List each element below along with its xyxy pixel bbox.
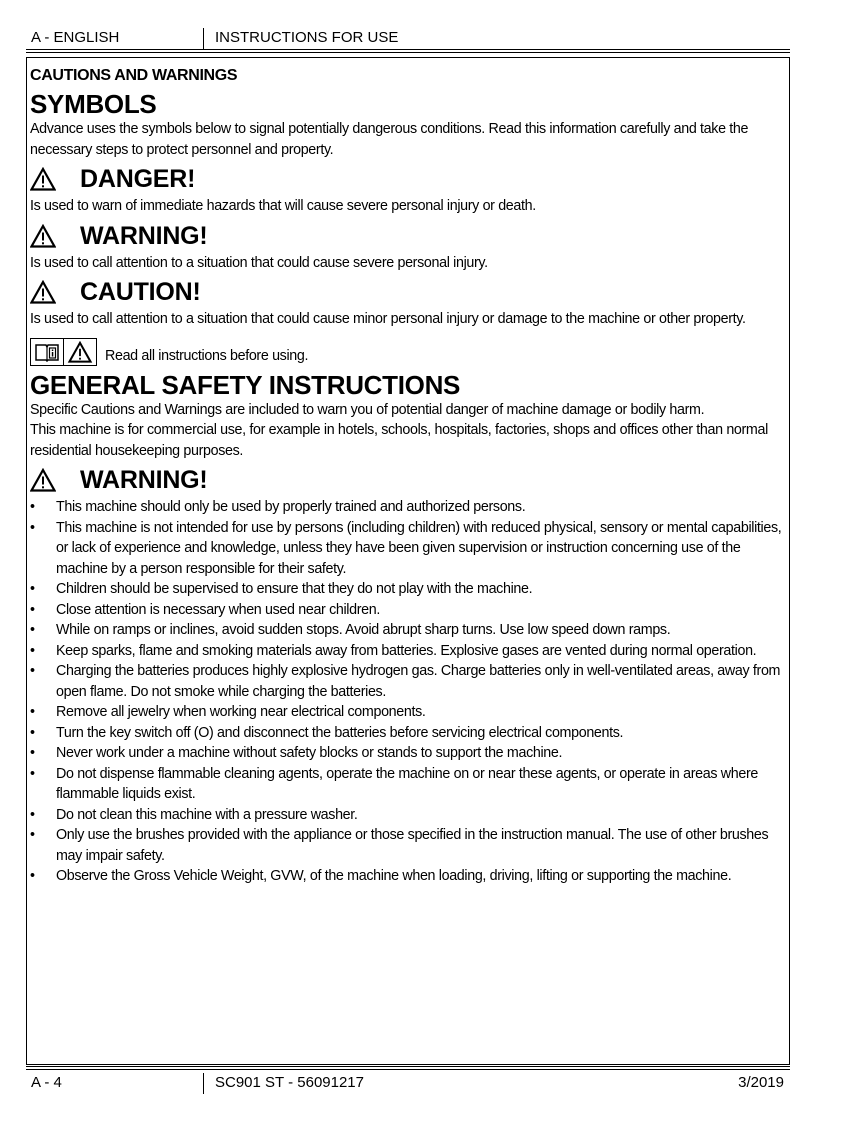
general-warning-signal (30, 463, 786, 497)
list-item: • Do not clean this machine with a pressure washer. (30, 805, 786, 826)
page-content (30, 65, 786, 887)
safety-instructions-list (30, 497, 786, 887)
danger-description: Is used to warn of immediate hazards that will cause severe personal injury or death. (30, 198, 536, 214)
header-rule-2 (26, 52, 790, 53)
list-item: • Children should be supervised to ensure that they do not play with the machine. (30, 579, 786, 600)
footer-date: 3/2019 (738, 1074, 784, 1091)
caution-description: Is used to call attention to a situation that could cause minor personal injury or damage to the machine or other property. (30, 311, 746, 327)
warning-triangle-icon (30, 224, 56, 248)
general-warning-label: WARNING! (80, 466, 208, 494)
warning-description: Is used to call attention to a situation that could cause severe personal injury. (30, 254, 488, 271)
list-item: • Keep sparks, flame and smoking materials away from batteries. Explosive gases are vented during normal operation. (30, 641, 786, 662)
footer-rule-1 (26, 1066, 790, 1067)
header-document-type: INSTRUCTIONS FOR USE (215, 29, 399, 46)
footer-rule-2 (26, 1069, 790, 1070)
list-item: • Close attention is necessary when used near children. (30, 600, 786, 621)
danger-triangle-icon (30, 167, 56, 191)
section-title: CAUTIONS AND WARNINGS (30, 67, 238, 84)
warning-signal (30, 219, 786, 253)
caution-label: CAUTION! (80, 278, 201, 306)
read-instructions-row (30, 332, 786, 366)
list-item: • This machine should only be used by properly trained and authorized persons. (30, 497, 786, 518)
symbols-heading: SYMBOLS (30, 89, 157, 119)
footer-page-number: A - 4 (31, 1074, 62, 1091)
list-item: • Turn the key switch off (O) and disconnect the batteries before servicing electrical components. (30, 723, 786, 744)
list-item: • Never work under a machine without safety blocks or stands to support the machine. (30, 743, 786, 764)
list-item: • While on ramps or inclines, avoid sudden stops. Avoid abrupt sharp turns. Use low speed down ramps. (30, 620, 786, 641)
read-manual-symbol (30, 338, 97, 366)
footer-model-number: SC901 ST - 56091217 (215, 1074, 364, 1091)
header-divider (203, 28, 204, 49)
list-item: • Only use the brushes provided with the appliance or those specified in the instruction manual. The use of other brushes may impair safety. (30, 825, 786, 866)
page-footer (26, 1073, 790, 1093)
caution-signal (30, 275, 786, 309)
general-para-2: This machine is for commercial use, for example in hotels, schools, hospitals, factories, shops and offices other than normal residential housekeeping purposes. (30, 422, 768, 459)
warning-label: WARNING! (80, 221, 208, 250)
manual-warning-icon (63, 339, 96, 365)
general-warning-triangle-icon (30, 468, 56, 492)
list-item: • Charging the batteries produces highly explosive hydrogen gas. Charge batteries only in well-ventilated areas, away from open flame. Do not smoke while charging the batteries. (30, 661, 786, 702)
danger-signal (30, 162, 786, 196)
list-item: • This machine is not intended for use by persons (including children) with reduced physical, sensory or mental capabilities, or lack of experience and knowledge, unless they have been given supervision or instruction concerning use of the machine by a person responsible for their safety. (30, 518, 786, 580)
list-item: • Observe the Gross Vehicle Weight, GVW, of the machine when loading, driving, lifting or supporting the machine. (30, 866, 786, 887)
header-rule-1 (26, 49, 790, 50)
manual-book-icon (31, 339, 63, 365)
general-safety-heading: GENERAL SAFETY INSTRUCTIONS (30, 369, 461, 400)
read-instructions-text: Read all instructions before using. (105, 347, 309, 364)
list-item: • Remove all jewelry when working near electrical components. (30, 702, 786, 723)
general-para-1: Specific Cautions and Warnings are included to warn you of potential danger of machine damage or bodily harm. (30, 401, 705, 418)
page-header (26, 28, 790, 48)
caution-triangle-icon (30, 280, 56, 304)
list-item: • Do not dispense flammable cleaning agents, operate the machine on or near these agents, or operate in areas where flammable liquids exist. (30, 764, 786, 805)
header-language: A - ENGLISH (31, 29, 120, 46)
danger-label: DANGER! (80, 165, 196, 193)
symbols-intro: Advance uses the symbols below to signal potentially dangerous conditions. Read this information carefully and take the necessary steps to protect personnel and property. (30, 121, 749, 158)
footer-divider (203, 1073, 204, 1094)
